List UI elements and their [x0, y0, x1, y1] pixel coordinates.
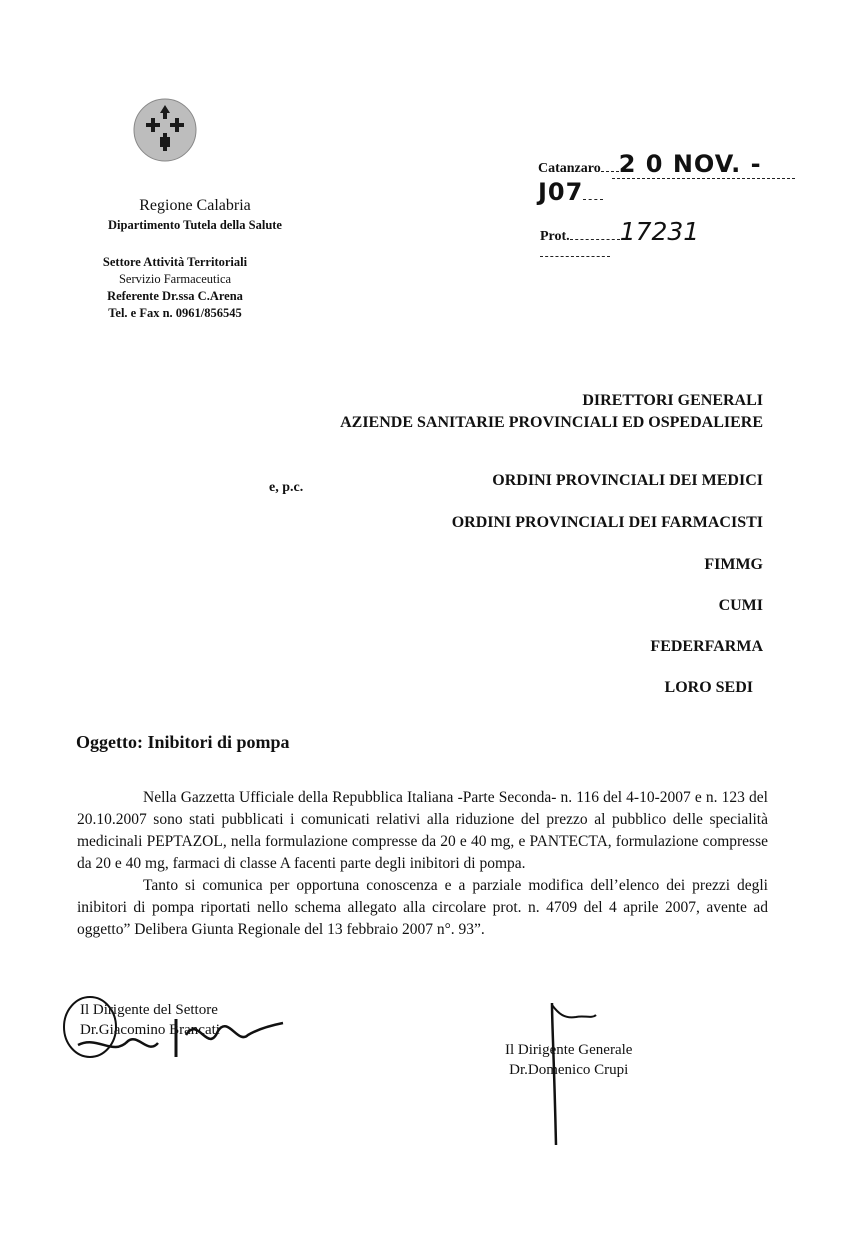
office-line: Settore Attività Territoriali — [102, 255, 248, 269]
region-name: Regione Calabria — [139, 197, 251, 214]
signer-name: Dr.Giacomino Brancati — [80, 1022, 220, 1038]
cc-recipient: FEDERFARMA — [650, 638, 763, 655]
office-line: Tel. e Fax n. 0961/856545 — [108, 306, 242, 320]
signer-title: Il Dirigente del Settore — [80, 1002, 218, 1018]
protocol — [540, 217, 750, 262]
subject-line: Oggetto: Inibitori di pompa — [76, 732, 290, 752]
place-label: Catanzaro — [538, 161, 601, 176]
signer-name: Dr.Domenico Crupi — [509, 1062, 629, 1078]
body-paragraph: Nella Gazzetta Ufficiale della Repubblica Italiana -Parte Seconda- n. 116 del 4-10-2007 e n. 123 del 20.10.2007 sono stati pubblicati i comunicati relativi alla riduzione del prezzo al pubblico delle specialità medicinali PEPTAZOL, nella formulazione compresse da 20 e 40 mg, e PANTECTA, formulazione compresse da 20 e 40 mg, farmaci di classe A facenti parte degli inibitori di pompa. — [77, 789, 768, 872]
body-paragraph: Tanto si comunica per opportuna conoscenza e a parziale modifica dell’elenco dei prezzi degli inibitori di pompa riportati nello schema allegato alla circolare prot. n. 4709 del 4 aprile 2007, avente ad oggetto” Delibera Giunta Regionale del 13 febbraio 2007 n°. 93”. — [77, 877, 768, 938]
letter-body — [77, 787, 768, 941]
recipient-line: AZIENDE SANITARIE PROVINCIALI ED OSPEDALIERE — [340, 414, 763, 431]
department-name: Dipartimento Tutela della Salute — [108, 218, 282, 232]
regione-calabria-crest-icon — [132, 97, 198, 163]
cc-recipient: ORDINI PROVINCIALI DEI MEDICI — [492, 472, 763, 489]
signer-title: Il Dirigente Generale — [505, 1042, 633, 1058]
cc-label: e, p.c. — [269, 480, 304, 495]
handwritten-signature-right — [540, 995, 620, 1155]
cc-recipient: CUMI — [718, 597, 763, 614]
date-stamp: 2 0 NOV. -J07 — [538, 150, 762, 206]
recipient-line: DIRETTORI GENERALI — [582, 392, 763, 409]
recipients-block — [340, 390, 763, 434]
letterhead-heading — [60, 196, 330, 234]
date-underline — [612, 178, 795, 179]
cc-recipient: FIMMG — [704, 556, 763, 573]
office-line: Referente Dr.ssa C.Arena — [107, 289, 243, 303]
protocol-label: Prot. — [540, 229, 570, 244]
office-line: Servizio Farmaceutica — [118, 272, 232, 286]
office-details — [60, 254, 290, 322]
cc-recipient: ORDINI PROVINCIALI DEI FARMACISTI — [451, 514, 763, 531]
cc-recipient: LORO SEDI — [664, 679, 753, 696]
handwritten-signature-left — [58, 995, 288, 1065]
protocol-number: 17231 — [619, 217, 700, 246]
